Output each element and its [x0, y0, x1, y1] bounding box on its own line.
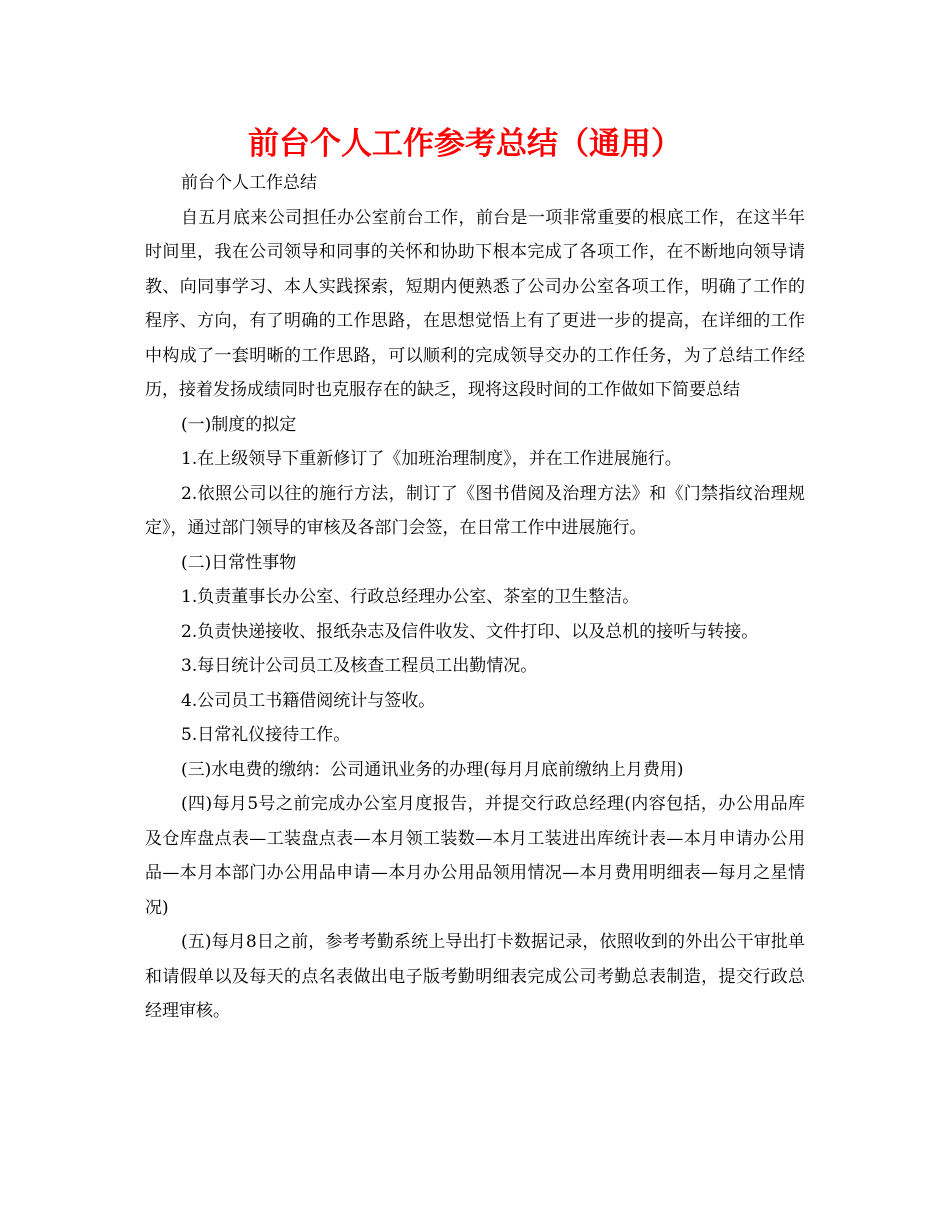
section-heading-2: (二)日常性事物	[181, 552, 297, 573]
section-2-item-5: 5.日常礼仪接待工作。	[181, 725, 351, 745]
section-2-item-2: 2.负责快递接收、报纸杂志及信件收发、文件打印、以及总机的接听与转接。	[181, 621, 759, 642]
subtitle-paragraph: 前台个人工作总结	[181, 173, 317, 193]
section-4-paragraph: (四)每月5号之前完成办公室月度报告，并提交行政总经理(内容包括，办公用品库及仓库盘点表—工装盘点表—本月领工装数—本月工装进出库统计表—本月申请办公用品—本月本部门办公用品申请—本月办公用品领用情况—本月费用明细表—每月之星情况)	[145, 794, 805, 918]
document-title: 前台个人工作参考总结（通用）	[248, 126, 682, 162]
section-3-paragraph: (三)水电费的缴纳：公司通讯业务的办理(每月月底前缴纳上月费用)	[181, 759, 684, 780]
document-body	[145, 166, 805, 1029]
section-2-item-3: 3.每日统计公司员工及核查工程员工出勤情况。	[181, 656, 538, 676]
section-1-item-2: 2.依照公司以往的施行方法，制订了《图书借阅及治理方法》和《门禁指纹治理规定》，通过部门领导的审核及各部门会签，在日常工作中进展施行。	[145, 483, 805, 538]
section-2-item-1: 1.负责董事长办公室、行政总经理办公室、茶室的卫生整洁。	[181, 587, 640, 607]
intro-paragraph: 自五月底来公司担任办公室前台工作，前台是一项非常重要的根底工作，在这半年时间里，我在公司领导和同事的关怀和协助下根本完成了各项工作，在不断地向领导请教、向同事学习、本人实践探索，短期内便熟悉了公司办公室各项工作，明确了工作的程序、方向，有了明确的工作思路，在思想觉悟上有了更进一步的提高，在详细的工作中构成了一套明晰的工作思路，可以顺利的完成领导交办的工作任务，为了总结工作经历，接着发扬成绩同时也克服存在的缺乏，现将这段时间的工作做如下简要总结	[145, 207, 805, 400]
section-2-item-4: 4.公司员工书籍借阅统计与签收。	[181, 690, 436, 711]
section-1-item-1: 1.在上级领导下重新修订了《加班治理制度》，并在工作进展施行。	[181, 449, 682, 469]
section-heading-1: (一)制度的拟定	[181, 414, 297, 435]
section-5-paragraph: (五)每月8日之前，参考考勤系统上导出打卡数据记录，依照收到的外出公干审批单和请假单以及每天的点名表做出电子版考勤明细表完成公司考勤总表制造，提交行政总经理审核。	[145, 932, 805, 1021]
